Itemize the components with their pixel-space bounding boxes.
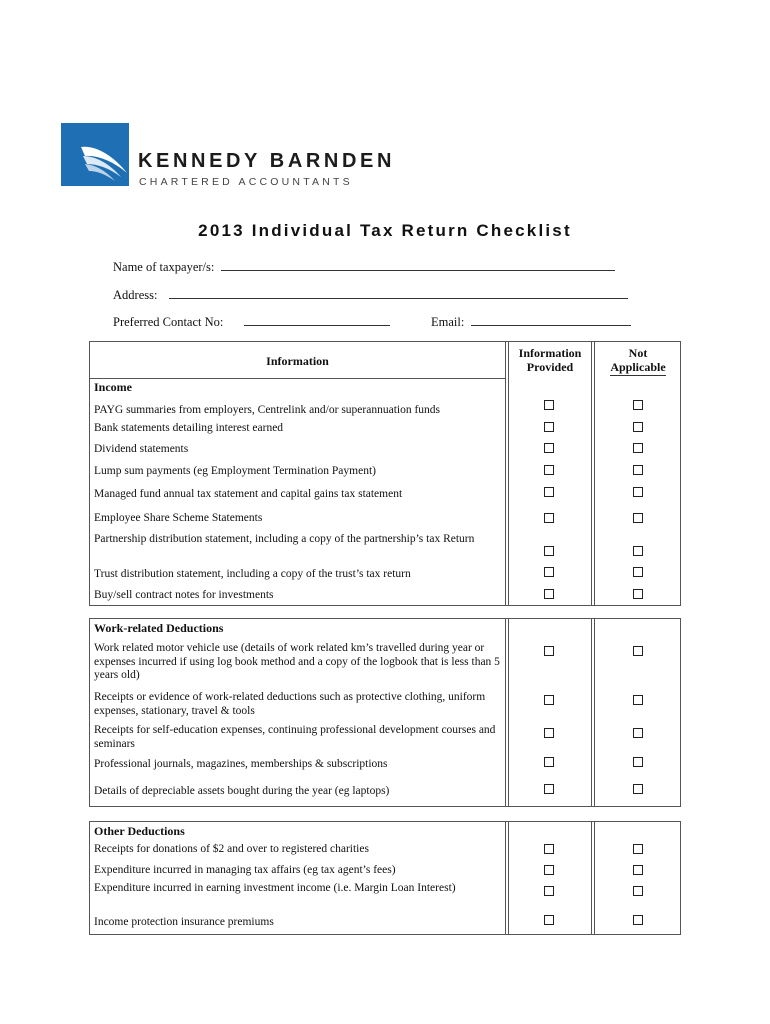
provided-checkbox[interactable] — [544, 400, 554, 410]
list-item: Lump sum payments (eg Employment Termination Payment) — [94, 465, 376, 477]
list-item: PAYG summaries from employers, Centrelink and/or superannuation funds — [94, 404, 441, 416]
not-applicable-checkbox[interactable] — [633, 465, 643, 475]
provided-checkbox[interactable] — [544, 443, 554, 453]
not-applicable-checkbox[interactable] — [633, 422, 643, 432]
provided-checkbox[interactable] — [544, 784, 554, 794]
not-applicable-checkbox[interactable] — [633, 546, 643, 556]
not-applicable-checkbox[interactable] — [633, 646, 643, 656]
income-section — [89, 341, 681, 606]
column-header-provided: Information Provided — [518, 346, 582, 374]
not-applicable-checkbox[interactable] — [633, 915, 643, 925]
not-applicable-checkbox[interactable] — [633, 400, 643, 410]
provided-checkbox[interactable] — [544, 487, 554, 497]
not-applicable-checkbox[interactable] — [633, 757, 643, 767]
provided-checkbox[interactable] — [544, 915, 554, 925]
provided-checkbox[interactable] — [544, 546, 554, 556]
not-applicable-checkbox[interactable] — [633, 443, 643, 453]
contact-line[interactable] — [244, 314, 390, 326]
list-item: Professional journals, magazines, memberships & subscriptions — [94, 758, 388, 770]
provided-checkbox[interactable] — [544, 422, 554, 432]
list-item: Employee Share Scheme Statements — [94, 512, 263, 524]
list-item: Receipts for donations of $2 and over to registered charities — [94, 843, 369, 855]
list-item: Expenditure incurred in earning investment income (i.e. Margin Loan Interest) — [94, 882, 456, 894]
section-heading-other-deductions: Other Deductions — [94, 824, 185, 838]
email-field — [431, 314, 631, 330]
provided-checkbox[interactable] — [544, 886, 554, 896]
list-item: Receipts or evidence of work-related deductions such as protective clothing, uniform expenses, stationary, travel & tools — [94, 691, 486, 717]
not-applicable-checkbox[interactable] — [633, 513, 643, 523]
other-deductions-section — [89, 821, 681, 935]
email-label: Email: — [431, 315, 465, 329]
list-item: Expenditure incurred in managing tax affairs (eg tax agent’s fees) — [94, 864, 396, 876]
not-applicable-checkbox[interactable] — [633, 589, 643, 599]
logo-swoosh-icon — [61, 123, 129, 186]
column-header-not-applicable: Not Applicable — [610, 346, 666, 374]
provided-checkbox[interactable] — [544, 589, 554, 599]
provided-checkbox[interactable] — [544, 728, 554, 738]
taxpayer-name-field — [113, 259, 615, 275]
not-applicable-checkbox[interactable] — [633, 784, 643, 794]
brand-tagline: CHARTERED ACCOUNTANTS — [139, 176, 353, 188]
brand-name: KENNEDY BARNDEN — [138, 150, 395, 172]
not-applicable-checkbox[interactable] — [633, 695, 643, 705]
list-item: Income protection insurance premiums — [94, 916, 274, 928]
not-applicable-checkbox[interactable] — [633, 487, 643, 497]
contact-label: Preferred Contact No: — [113, 315, 224, 329]
provided-checkbox[interactable] — [544, 695, 554, 705]
address-label: Address: — [113, 288, 158, 302]
work-deductions-section — [89, 618, 681, 807]
list-item: Dividend statements — [94, 443, 189, 455]
section-heading-work-deductions: Work-related Deductions — [94, 621, 224, 635]
provided-checkbox[interactable] — [544, 757, 554, 767]
column-header-information: Information — [266, 354, 329, 368]
list-item: Details of depreciable assets bought during the year (eg laptops) — [94, 785, 390, 797]
list-item: Managed fund annual tax statement and capital gains tax statement — [94, 488, 403, 500]
provided-checkbox[interactable] — [544, 567, 554, 577]
not-applicable-checkbox[interactable] — [633, 865, 643, 875]
not-applicable-checkbox[interactable] — [633, 886, 643, 896]
address-line[interactable] — [169, 287, 628, 299]
not-applicable-checkbox[interactable] — [633, 844, 643, 854]
list-item: Partnership distribution statement, including a copy of the partnership’s tax Return — [94, 533, 475, 545]
taxpayer-name-label: Name of taxpayer/s: — [113, 260, 215, 274]
provided-checkbox[interactable] — [544, 844, 554, 854]
email-line[interactable] — [471, 314, 631, 326]
contact-field — [113, 314, 390, 330]
list-item: Buy/sell contract notes for investments — [94, 589, 274, 601]
not-applicable-checkbox[interactable] — [633, 728, 643, 738]
address-field — [113, 287, 628, 303]
provided-checkbox[interactable] — [544, 865, 554, 875]
list-item: Bank statements detailing interest earned — [94, 422, 284, 434]
list-item: Trust distribution statement, including a copy of the trust’s tax return — [94, 568, 411, 580]
provided-checkbox[interactable] — [544, 513, 554, 523]
provided-checkbox[interactable] — [544, 465, 554, 475]
list-item: Work related motor vehicle use (details of work related km’s travelled during year or expenses incurred if using log book method and a copy of the logbook that is less than 5 years old) — [94, 642, 500, 681]
provided-checkbox[interactable] — [544, 646, 554, 656]
page-title: 2013 Individual Tax Return Checklist — [198, 221, 572, 240]
not-applicable-checkbox[interactable] — [633, 567, 643, 577]
taxpayer-name-line[interactable] — [221, 259, 615, 271]
list-item: Receipts for self-education expenses, continuing professional development courses and seminars — [94, 724, 496, 750]
company-logo — [61, 123, 129, 186]
section-heading-income: Income — [94, 380, 132, 394]
